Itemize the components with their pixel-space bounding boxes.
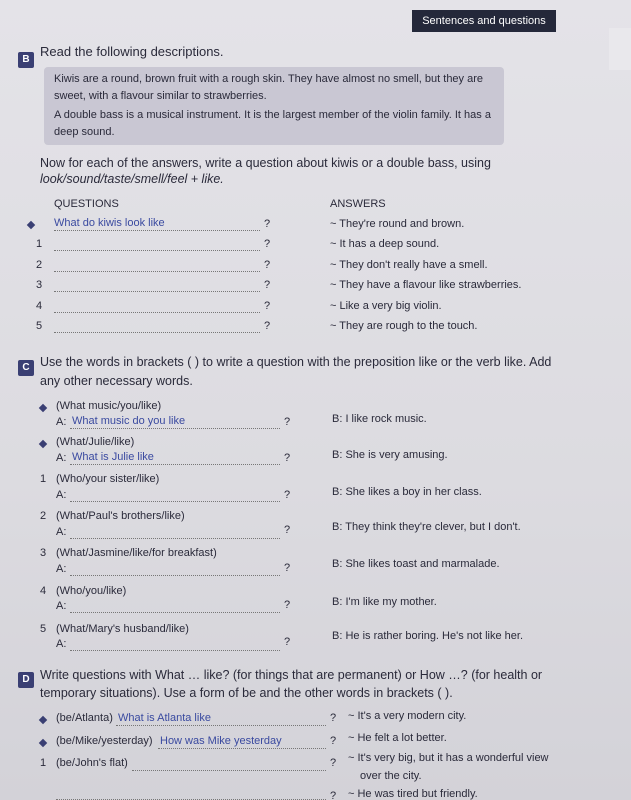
item-prompt: (What/Julie/like) [56,436,135,448]
answer-input-line[interactable] [70,501,280,502]
item-prompt: (What/Mary's husband/like) [56,623,189,635]
item-number: 1 [40,473,47,485]
b-response: B: They think they're clever, but I don't. [332,521,521,533]
item-prompt: (be/Atlanta) [56,712,113,724]
answer-text: ~ They don't really have a smell. [330,259,488,271]
answer-text: over the city. [360,770,422,782]
question-mark: ? [284,636,291,648]
question-mark: ? [284,599,291,611]
question-mark: ? [264,300,271,312]
question-input-line[interactable] [54,312,260,313]
answers-header: ANSWERS [330,198,386,210]
item-number: 5 [40,623,47,635]
a-label: A: [56,638,67,650]
answer-text: ~ It has a deep sound. [330,238,440,250]
item-number: 4 [40,585,47,597]
answer-text: ~ Like a very big violin. [330,300,442,312]
question-mark: ? [284,416,291,428]
answer-text: ~ They're round and brown. [330,218,465,230]
question-input-line[interactable] [54,332,260,333]
example-answer-text: What music do you like [72,415,186,427]
section-c-instruction: any other necessary words. [40,374,193,388]
example-diamond-icon [39,716,47,724]
question-mark: ? [284,452,291,464]
chapter-header-tab: Sentences and questions [412,10,556,32]
question-mark: ? [264,320,271,332]
example-answer-text: What is Atlanta like [118,712,211,724]
answer-line [158,748,326,749]
questions-header: QUESTIONS [54,198,119,210]
section-b-task: Now for each of the answers, write a question about kiwis or a double bass, using [40,156,491,170]
answer-line [70,428,280,429]
section-d-instruction: temporary situations). Use a form of be and the other words in brackets ( ). [40,686,453,700]
question-mark: ? [264,238,271,250]
b-response: B: He is rather boring. He's not like her. [332,630,524,642]
b-response: B: I'm like my mother. [332,596,437,608]
item-prompt: (be/John's flat) [56,757,128,769]
question-mark: ? [284,489,291,501]
section-b-instruction: Read the following descriptions. [40,44,224,59]
example-diamond-icon [39,404,47,412]
question-input-line[interactable] [54,250,260,251]
example-answer-text: How was Mike yesterday [160,735,282,747]
answer-input-line[interactable] [70,538,280,539]
question-mark: ? [264,279,271,291]
question-mark: ? [284,562,291,574]
question-mark: ? [330,735,337,747]
answer-input-line[interactable] [70,575,280,576]
a-label: A: [56,489,67,501]
a-label: A: [56,526,67,538]
item-number: 5 [36,320,43,332]
description-line: Kiwis are a round, brown fruit with a rough skin. They have almost no smell, but they are [54,73,484,85]
a-label: A: [56,452,67,464]
item-number: 2 [40,510,47,522]
item-number: 2 [36,259,43,271]
description-line: sweet, with a flavour similar to strawberries. [54,90,267,102]
example-question-text: What do kiwis look like [54,217,165,229]
b-response: B: I like rock music. [332,413,427,425]
item-number: 4 [36,300,43,312]
item-number: 1 [36,238,43,250]
item-number: 3 [36,279,43,291]
description-line: A double bass is a musical instrument. It is the largest member of the violin family. It has a [54,109,491,121]
answer-line [70,464,280,465]
item-number: 3 [40,547,47,559]
question-input-line[interactable] [54,291,260,292]
answer-text: ~ He felt a lot better. [348,732,447,744]
question-mark: ? [330,757,337,769]
answer-text: ~ They have a flavour like strawberries. [330,279,522,291]
answer-input-line[interactable] [70,612,280,613]
question-mark: ? [330,790,337,800]
description-box [44,67,504,145]
answer-line [54,230,260,231]
question-mark: ? [264,218,271,230]
item-prompt: (What/Paul's brothers/like) [56,510,185,522]
question-input-line[interactable] [54,271,260,272]
item-prompt: (Who/your sister/like) [56,473,160,485]
answer-text: ~ It's a very modern city. [348,710,467,722]
example-diamond-icon [39,739,47,747]
section-b-badge: B [18,52,34,68]
section-c-instruction: Use the words in brackets ( ) to write a question with the preposition like or the verb like. Add [40,355,552,369]
answer-line [116,725,326,726]
answer-text: ~ They are rough to the touch. [330,320,478,332]
question-mark: ? [330,712,337,724]
section-c-badge: C [18,360,34,376]
question-mark: ? [284,524,291,536]
a-label: A: [56,416,67,428]
answer-text: ~ He was tired but friendly. [348,788,478,800]
b-response: B: She is very amusing. [332,449,448,461]
answer-input-line[interactable] [132,770,326,771]
item-prompt: (What/Jasmine/like/for breakfast) [56,547,217,559]
page-edge-marker [609,28,631,70]
example-diamond-icon [39,440,47,448]
answer-input-line[interactable] [70,650,280,651]
answer-text: ~ It's very big, but it has a wonderful view [348,752,549,764]
description-line: deep sound. [54,126,115,138]
b-response: B: She likes a boy in her class. [332,486,482,498]
section-d-instruction: Write questions with What … like? (for things that are permanent) or How …? (for health or [40,668,543,682]
question-mark: ? [264,259,271,271]
b-response: B: She likes toast and marmalade. [332,558,500,570]
item-number: 1 [40,757,47,769]
section-b-task: look/sound/taste/smell/feel + like. [40,172,224,186]
example-diamond-icon [27,221,35,229]
a-label: A: [56,563,67,575]
item-prompt: (be/Mike/yesterday) [56,735,153,747]
section-d-badge: D [18,672,34,688]
example-answer-text: What is Julie like [72,451,154,463]
a-label: A: [56,600,67,612]
item-prompt: (Who/you/like) [56,585,127,597]
item-prompt: (What music/you/like) [56,400,162,412]
